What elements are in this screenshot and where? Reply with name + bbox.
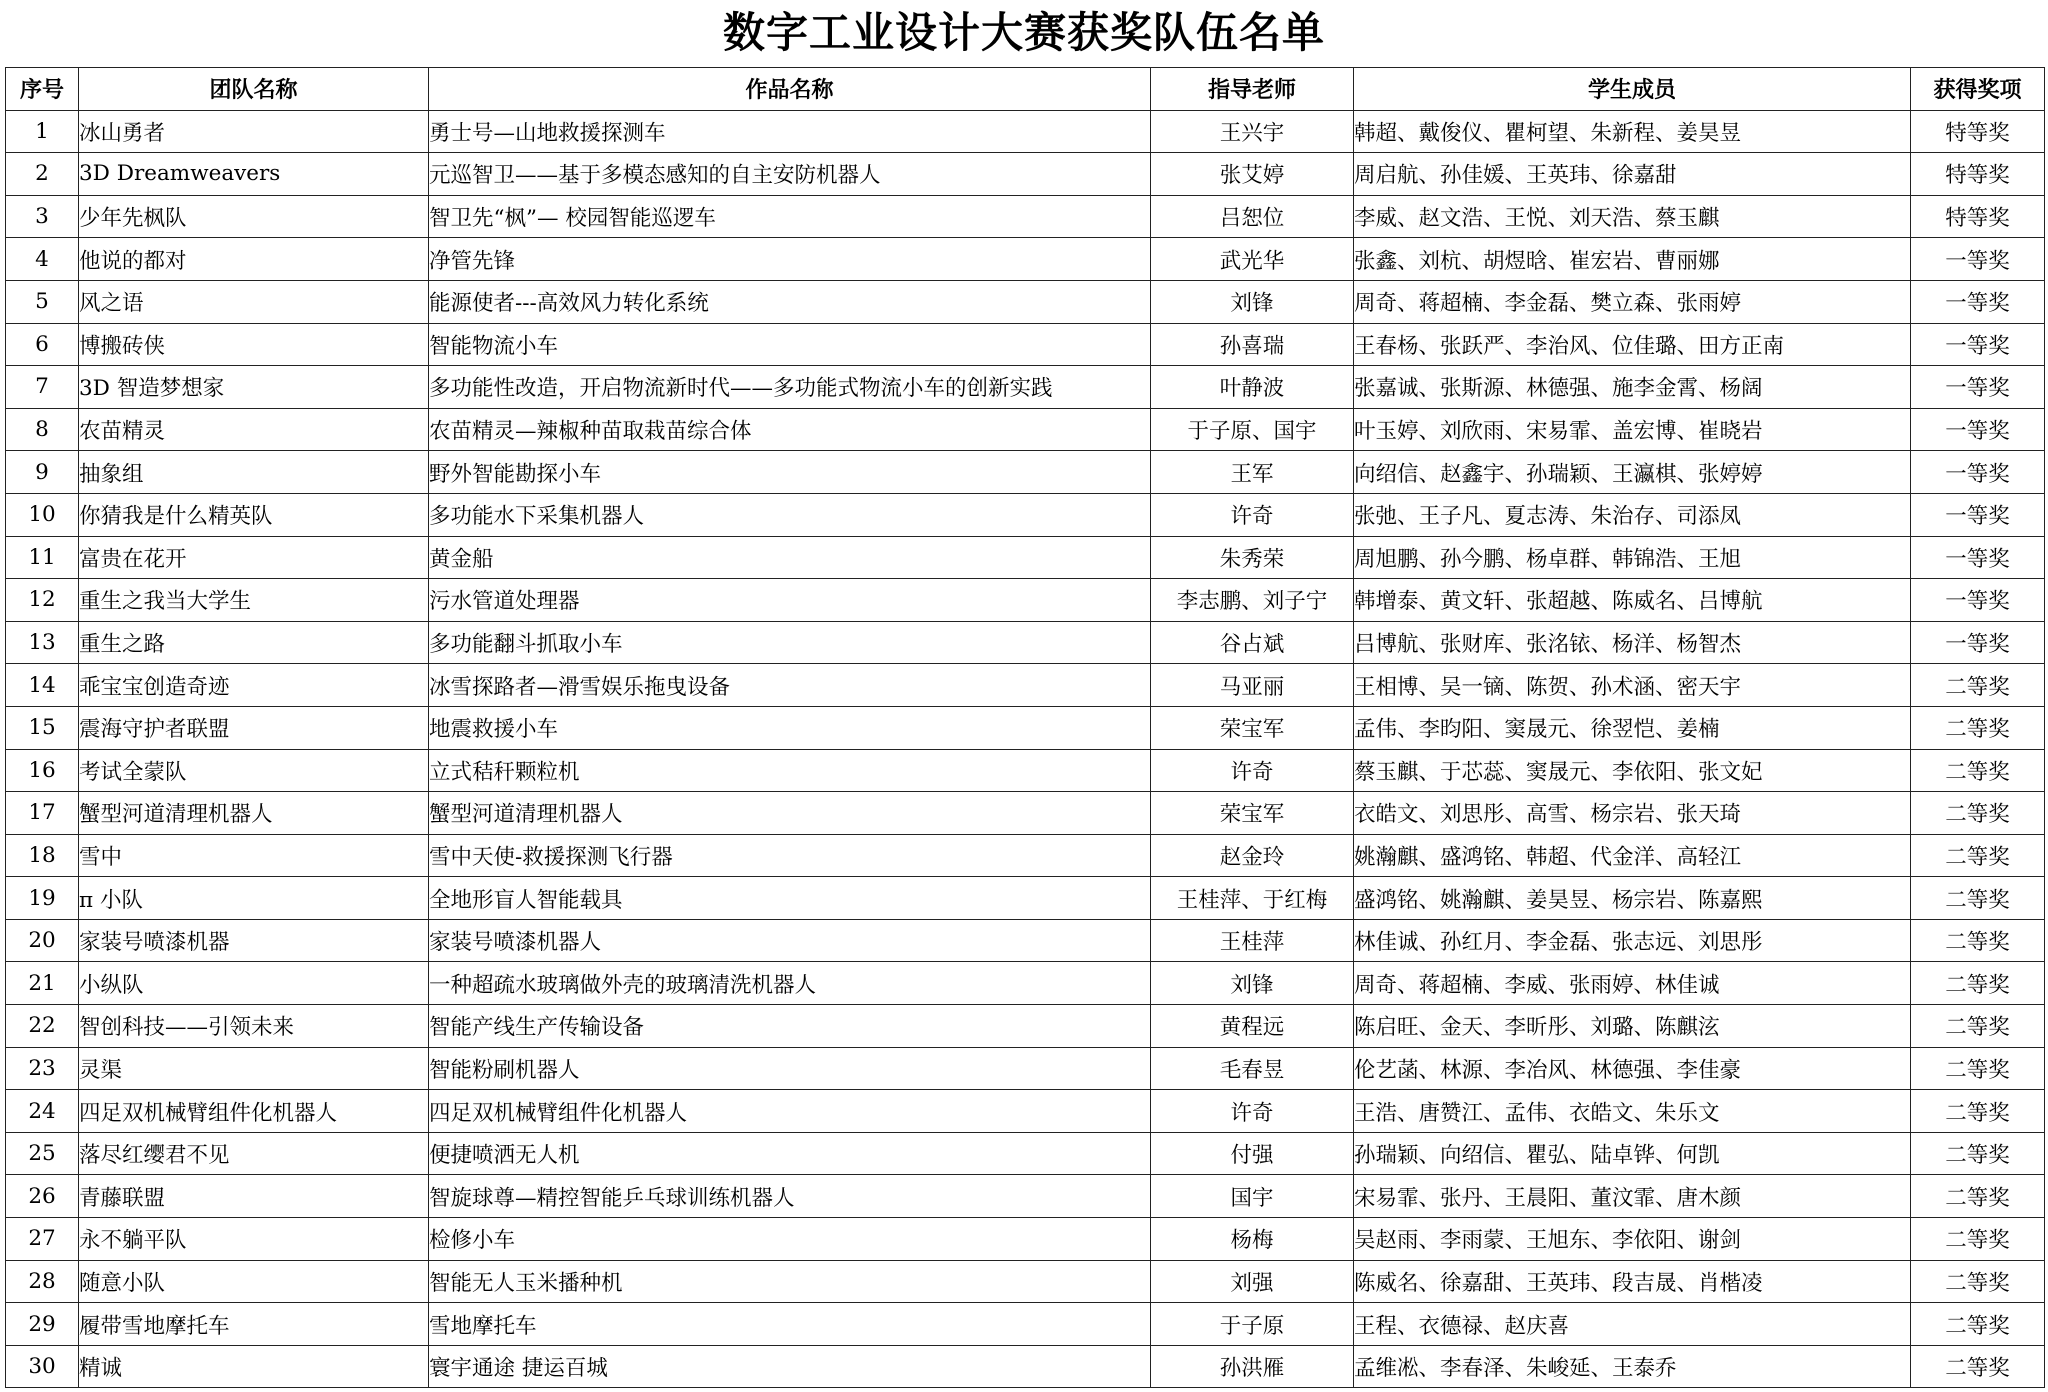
members-cell: 周启航、孙佳媛、王英玮、徐嘉甜 bbox=[1354, 153, 1911, 196]
work-name-cell: 全地形盲人智能载具 bbox=[429, 877, 1151, 920]
work-name-cell: 野外智能勘探小车 bbox=[429, 451, 1151, 494]
team-name-cell: π 小队 bbox=[79, 877, 429, 920]
row-index-cell: 3 bbox=[6, 195, 79, 238]
advisor-cell: 毛春昱 bbox=[1151, 1047, 1354, 1090]
awards-table bbox=[5, 67, 2045, 1388]
advisor-cell: 孙喜瑞 bbox=[1151, 323, 1354, 366]
table-header bbox=[6, 68, 2045, 111]
table-row bbox=[6, 664, 2045, 707]
row-index-cell: 27 bbox=[6, 1218, 79, 1261]
row-index-cell: 8 bbox=[6, 408, 79, 451]
members-cell: 吴赵雨、李雨蒙、王旭东、李依阳、谢剑 bbox=[1354, 1218, 1911, 1261]
award-cell: 二等奖 bbox=[1911, 1345, 2045, 1388]
row-index-cell: 5 bbox=[6, 280, 79, 323]
row-index-cell: 2 bbox=[6, 153, 79, 196]
work-name-cell: 污水管道处理器 bbox=[429, 579, 1151, 622]
award-cell: 特等奖 bbox=[1911, 195, 2045, 238]
team-name-cell: 冰山勇者 bbox=[79, 110, 429, 153]
work-name-cell: 智旋球尊—精控智能乒乓球训练机器人 bbox=[429, 1175, 1151, 1218]
table-row bbox=[6, 1132, 2045, 1175]
table-row bbox=[6, 834, 2045, 877]
team-name-cell: 精诚 bbox=[79, 1345, 429, 1388]
team-name-cell: 小纵队 bbox=[79, 962, 429, 1005]
row-index-cell: 21 bbox=[6, 962, 79, 1005]
advisor-cell: 叶静波 bbox=[1151, 366, 1354, 409]
row-index-cell: 15 bbox=[6, 706, 79, 749]
award-cell: 一等奖 bbox=[1911, 493, 2045, 536]
table-row bbox=[6, 749, 2045, 792]
table-row bbox=[6, 1090, 2045, 1133]
advisor-cell: 许奇 bbox=[1151, 749, 1354, 792]
team-name-cell: 随意小队 bbox=[79, 1260, 429, 1303]
award-cell: 二等奖 bbox=[1911, 1047, 2045, 1090]
advisor-cell: 许奇 bbox=[1151, 1090, 1354, 1133]
members-cell: 李威、赵文浩、王悦、刘天浩、蔡玉麒 bbox=[1354, 195, 1911, 238]
header-team-name: 团队名称 bbox=[79, 68, 429, 111]
team-name-cell: 雪中 bbox=[79, 834, 429, 877]
award-cell: 一等奖 bbox=[1911, 408, 2045, 451]
table-row bbox=[6, 451, 2045, 494]
award-cell: 二等奖 bbox=[1911, 1005, 2045, 1048]
table-row bbox=[6, 408, 2045, 451]
team-name-cell: 乖宝宝创造奇迹 bbox=[79, 664, 429, 707]
work-name-cell: 四足双机械臂组件化机器人 bbox=[429, 1090, 1151, 1133]
members-cell: 盛鸿铭、姚瀚麒、姜昊昱、杨宗岩、陈嘉熙 bbox=[1354, 877, 1911, 920]
work-name-cell: 净管先锋 bbox=[429, 238, 1151, 281]
members-cell: 王浩、唐赞江、孟伟、衣皓文、朱乐文 bbox=[1354, 1090, 1911, 1133]
members-cell: 陈威名、徐嘉甜、王英玮、段吉晟、肖楷凌 bbox=[1354, 1260, 1911, 1303]
advisor-cell: 刘强 bbox=[1151, 1260, 1354, 1303]
table-row bbox=[6, 877, 2045, 920]
work-name-cell: 智卫先“枫”— 校园智能巡逻车 bbox=[429, 195, 1151, 238]
row-index-cell: 17 bbox=[6, 792, 79, 835]
members-cell: 韩增泰、黄文轩、张超越、陈威名、吕博航 bbox=[1354, 579, 1911, 622]
award-cell: 二等奖 bbox=[1911, 1260, 2045, 1303]
team-name-cell: 博搬砖侠 bbox=[79, 323, 429, 366]
advisor-cell: 孙洪雁 bbox=[1151, 1345, 1354, 1388]
row-index-cell: 13 bbox=[6, 621, 79, 664]
table-row bbox=[6, 323, 2045, 366]
team-name-cell: 3D 智造梦想家 bbox=[79, 366, 429, 409]
members-cell: 张鑫、刘杭、胡煜晗、崔宏岩、曹丽娜 bbox=[1354, 238, 1911, 281]
advisor-cell: 吕恕位 bbox=[1151, 195, 1354, 238]
work-name-cell: 检修小车 bbox=[429, 1218, 1151, 1261]
table-row bbox=[6, 1047, 2045, 1090]
row-index-cell: 14 bbox=[6, 664, 79, 707]
award-cell: 二等奖 bbox=[1911, 706, 2045, 749]
members-cell: 衣皓文、刘思彤、高雪、杨宗岩、张天琦 bbox=[1354, 792, 1911, 835]
work-name-cell: 家装号喷漆机器人 bbox=[429, 919, 1151, 962]
row-index-cell: 29 bbox=[6, 1303, 79, 1346]
team-name-cell: 富贵在花开 bbox=[79, 536, 429, 579]
row-index-cell: 6 bbox=[6, 323, 79, 366]
advisor-cell: 刘锋 bbox=[1151, 962, 1354, 1005]
table-row bbox=[6, 536, 2045, 579]
row-index-cell: 30 bbox=[6, 1345, 79, 1388]
members-cell: 周奇、蒋超楠、李威、张雨婷、林佳诚 bbox=[1354, 962, 1911, 1005]
members-cell: 叶玉婷、刘欣雨、宋易霏、盖宏博、崔晓岩 bbox=[1354, 408, 1911, 451]
members-cell: 孙瑞颖、向绍信、瞿弘、陆卓铧、何凯 bbox=[1354, 1132, 1911, 1175]
row-index-cell: 4 bbox=[6, 238, 79, 281]
advisor-cell: 许奇 bbox=[1151, 493, 1354, 536]
work-name-cell: 智能物流小车 bbox=[429, 323, 1151, 366]
work-name-cell: 雪地摩托车 bbox=[429, 1303, 1151, 1346]
work-name-cell: 黄金船 bbox=[429, 536, 1151, 579]
advisor-cell: 付强 bbox=[1151, 1132, 1354, 1175]
work-name-cell: 智能产线生产传输设备 bbox=[429, 1005, 1151, 1048]
work-name-cell: 多功能翻斗抓取小车 bbox=[429, 621, 1151, 664]
team-name-cell: 智创科技——引领未来 bbox=[79, 1005, 429, 1048]
advisor-cell: 于子原 bbox=[1151, 1303, 1354, 1346]
page-title: 数字工业设计大赛获奖队伍名单 bbox=[722, 8, 1325, 57]
table-row bbox=[6, 962, 2045, 1005]
table-row bbox=[6, 195, 2045, 238]
table-row bbox=[6, 1345, 2045, 1388]
table-row bbox=[6, 280, 2045, 323]
award-cell: 二等奖 bbox=[1911, 877, 2045, 920]
advisor-cell: 刘锋 bbox=[1151, 280, 1354, 323]
work-name-cell: 地震救援小车 bbox=[429, 706, 1151, 749]
table-row bbox=[6, 1175, 2045, 1218]
team-name-cell: 落尽红缨君不见 bbox=[79, 1132, 429, 1175]
award-cell: 一等奖 bbox=[1911, 579, 2045, 622]
advisor-cell: 王兴宇 bbox=[1151, 110, 1354, 153]
row-index-cell: 24 bbox=[6, 1090, 79, 1133]
row-index-cell: 12 bbox=[6, 579, 79, 622]
award-cell: 二等奖 bbox=[1911, 1218, 2045, 1261]
award-cell: 二等奖 bbox=[1911, 792, 2045, 835]
team-name-cell: 重生之我当大学生 bbox=[79, 579, 429, 622]
table-body bbox=[6, 110, 2045, 1388]
row-index-cell: 20 bbox=[6, 919, 79, 962]
header-award: 获得奖项 bbox=[1911, 68, 2045, 111]
award-cell: 一等奖 bbox=[1911, 366, 2045, 409]
advisor-cell: 谷占斌 bbox=[1151, 621, 1354, 664]
table-row bbox=[6, 1303, 2045, 1346]
award-cell: 二等奖 bbox=[1911, 1175, 2045, 1218]
team-name-cell: 他说的都对 bbox=[79, 238, 429, 281]
award-cell: 一等奖 bbox=[1911, 280, 2045, 323]
award-cell: 一等奖 bbox=[1911, 451, 2045, 494]
row-index-cell: 22 bbox=[6, 1005, 79, 1048]
work-name-cell: 雪中天使-救援探测飞行器 bbox=[429, 834, 1151, 877]
row-index-cell: 25 bbox=[6, 1132, 79, 1175]
header-work-name: 作品名称 bbox=[429, 68, 1151, 111]
work-name-cell: 寰宇通途 捷运百城 bbox=[429, 1345, 1151, 1388]
award-cell: 二等奖 bbox=[1911, 749, 2045, 792]
members-cell: 孟维凇、李春泽、朱峻延、王泰乔 bbox=[1354, 1345, 1911, 1388]
work-name-cell: 蟹型河道清理机器人 bbox=[429, 792, 1151, 835]
award-cell: 一等奖 bbox=[1911, 621, 2045, 664]
table-row bbox=[6, 792, 2045, 835]
team-name-cell: 四足双机械臂组件化机器人 bbox=[79, 1090, 429, 1133]
team-name-cell: 3D Dreamweavers bbox=[79, 153, 429, 196]
advisor-cell: 黄程远 bbox=[1151, 1005, 1354, 1048]
team-name-cell: 考试全蒙队 bbox=[79, 749, 429, 792]
advisor-cell: 荣宝军 bbox=[1151, 706, 1354, 749]
work-name-cell: 勇士号—山地救援探测车 bbox=[429, 110, 1151, 153]
work-name-cell: 元巡智卫——基于多模态感知的自主安防机器人 bbox=[429, 153, 1151, 196]
members-cell: 王春杨、张跃严、李治风、位佳璐、田方正南 bbox=[1354, 323, 1911, 366]
advisor-cell: 朱秀荣 bbox=[1151, 536, 1354, 579]
table-row bbox=[6, 110, 2045, 153]
team-name-cell: 青藤联盟 bbox=[79, 1175, 429, 1218]
members-cell: 张嘉诚、张斯源、林德强、施李金霄、杨阔 bbox=[1354, 366, 1911, 409]
members-cell: 向绍信、赵鑫宇、孙瑞颖、王瀛棋、张婷婷 bbox=[1354, 451, 1911, 494]
header-members: 学生成员 bbox=[1354, 68, 1911, 111]
row-index-cell: 1 bbox=[6, 110, 79, 153]
members-cell: 姚瀚麒、盛鸿铭、韩超、代金洋、高轻江 bbox=[1354, 834, 1911, 877]
members-cell: 陈启旺、金天、李昕彤、刘璐、陈麒泫 bbox=[1354, 1005, 1911, 1048]
table-row bbox=[6, 238, 2045, 281]
members-cell: 周奇、蒋超楠、李金磊、樊立森、张雨婷 bbox=[1354, 280, 1911, 323]
row-index-cell: 9 bbox=[6, 451, 79, 494]
team-name-cell: 重生之路 bbox=[79, 621, 429, 664]
advisor-cell: 李志鹏、刘子宁 bbox=[1151, 579, 1354, 622]
advisor-cell: 国宇 bbox=[1151, 1175, 1354, 1218]
row-index-cell: 28 bbox=[6, 1260, 79, 1303]
row-index-cell: 16 bbox=[6, 749, 79, 792]
team-name-cell: 履带雪地摩托车 bbox=[79, 1303, 429, 1346]
award-cell: 二等奖 bbox=[1911, 919, 2045, 962]
members-cell: 蔡玉麒、于芯蕊、窦晟元、李依阳、张文妃 bbox=[1354, 749, 1911, 792]
row-index-cell: 11 bbox=[6, 536, 79, 579]
members-cell: 张弛、王子凡、夏志涛、朱治存、司添凤 bbox=[1354, 493, 1911, 536]
advisor-cell: 杨梅 bbox=[1151, 1218, 1354, 1261]
advisor-cell: 马亚丽 bbox=[1151, 664, 1354, 707]
work-name-cell: 能源使者---高效风力转化系统 bbox=[429, 280, 1151, 323]
award-cell: 一等奖 bbox=[1911, 323, 2045, 366]
row-index-cell: 23 bbox=[6, 1047, 79, 1090]
table-row bbox=[6, 706, 2045, 749]
award-cell: 二等奖 bbox=[1911, 1303, 2045, 1346]
work-name-cell: 智能无人玉米播种机 bbox=[429, 1260, 1151, 1303]
team-name-cell: 你猜我是什么精英队 bbox=[79, 493, 429, 536]
table-row bbox=[6, 1005, 2045, 1048]
table-row bbox=[6, 493, 2045, 536]
table-row bbox=[6, 1218, 2045, 1261]
header-advisor: 指导老师 bbox=[1151, 68, 1354, 111]
work-name-cell: 多功能水下采集机器人 bbox=[429, 493, 1151, 536]
row-index-cell: 26 bbox=[6, 1175, 79, 1218]
award-cell: 一等奖 bbox=[1911, 536, 2045, 579]
team-name-cell: 永不躺平队 bbox=[79, 1218, 429, 1261]
members-cell: 林佳诚、孙红月、李金磊、张志远、刘思彤 bbox=[1354, 919, 1911, 962]
work-name-cell: 冰雪探路者—滑雪娱乐拖曳设备 bbox=[429, 664, 1151, 707]
members-cell: 王相博、吴一镝、陈贺、孙术涵、密天宇 bbox=[1354, 664, 1911, 707]
award-cell: 一等奖 bbox=[1911, 238, 2045, 281]
members-cell: 吕博航、张财库、张洺铱、杨洋、杨智杰 bbox=[1354, 621, 1911, 664]
work-name-cell: 农苗精灵—辣椒种苗取栽苗综合体 bbox=[429, 408, 1151, 451]
award-cell: 特等奖 bbox=[1911, 110, 2045, 153]
team-name-cell: 抽象组 bbox=[79, 451, 429, 494]
advisor-cell: 王军 bbox=[1151, 451, 1354, 494]
table-row bbox=[6, 579, 2045, 622]
members-cell: 孟伟、李昀阳、窦晟元、徐翌恺、姜楠 bbox=[1354, 706, 1911, 749]
members-cell: 王程、衣德禄、赵庆喜 bbox=[1354, 1303, 1911, 1346]
advisor-cell: 武光华 bbox=[1151, 238, 1354, 281]
team-name-cell: 灵渠 bbox=[79, 1047, 429, 1090]
team-name-cell: 农苗精灵 bbox=[79, 408, 429, 451]
table-row bbox=[6, 621, 2045, 664]
team-name-cell: 震海守护者联盟 bbox=[79, 706, 429, 749]
table-row bbox=[6, 366, 2045, 409]
team-name-cell: 蟹型河道清理机器人 bbox=[79, 792, 429, 835]
table-row bbox=[6, 153, 2045, 196]
advisor-cell: 荣宝军 bbox=[1151, 792, 1354, 835]
row-index-cell: 7 bbox=[6, 366, 79, 409]
members-cell: 宋易霏、张丹、王晨阳、董汶霏、唐木颜 bbox=[1354, 1175, 1911, 1218]
team-name-cell: 家装号喷漆机器 bbox=[79, 919, 429, 962]
award-cell: 二等奖 bbox=[1911, 834, 2045, 877]
work-name-cell: 一种超疏水玻璃做外壳的玻璃清洗机器人 bbox=[429, 962, 1151, 1005]
work-name-cell: 智能粉刷机器人 bbox=[429, 1047, 1151, 1090]
members-cell: 韩超、戴俊仪、瞿柯望、朱新程、姜昊昱 bbox=[1354, 110, 1911, 153]
award-cell: 二等奖 bbox=[1911, 1090, 2045, 1133]
work-name-cell: 多功能性改造，开启物流新时代——多功能式物流小车的创新实践 bbox=[429, 366, 1151, 409]
advisor-cell: 于子原、国宇 bbox=[1151, 408, 1354, 451]
header-index: 序号 bbox=[6, 68, 79, 111]
table-row bbox=[6, 919, 2045, 962]
award-cell: 特等奖 bbox=[1911, 153, 2045, 196]
members-cell: 伦艺菡、林源、李冶风、林德强、李佳豪 bbox=[1354, 1047, 1911, 1090]
team-name-cell: 少年先枫队 bbox=[79, 195, 429, 238]
row-index-cell: 18 bbox=[6, 834, 79, 877]
row-index-cell: 19 bbox=[6, 877, 79, 920]
team-name-cell: 风之语 bbox=[79, 280, 429, 323]
advisor-cell: 王桂萍 bbox=[1151, 919, 1354, 962]
members-cell: 周旭鹏、孙今鹏、杨卓群、韩锦浩、王旭 bbox=[1354, 536, 1911, 579]
header-row bbox=[6, 68, 2045, 111]
advisor-cell: 张艾婷 bbox=[1151, 153, 1354, 196]
row-index-cell: 10 bbox=[6, 493, 79, 536]
work-name-cell: 便捷喷洒无人机 bbox=[429, 1132, 1151, 1175]
award-cell: 二等奖 bbox=[1911, 664, 2045, 707]
award-cell: 二等奖 bbox=[1911, 1132, 2045, 1175]
advisor-cell: 王桂萍、于红梅 bbox=[1151, 877, 1354, 920]
advisor-cell: 赵金玲 bbox=[1151, 834, 1354, 877]
table-row bbox=[6, 1260, 2045, 1303]
work-name-cell: 立式秸秆颗粒机 bbox=[429, 749, 1151, 792]
award-cell: 二等奖 bbox=[1911, 962, 2045, 1005]
